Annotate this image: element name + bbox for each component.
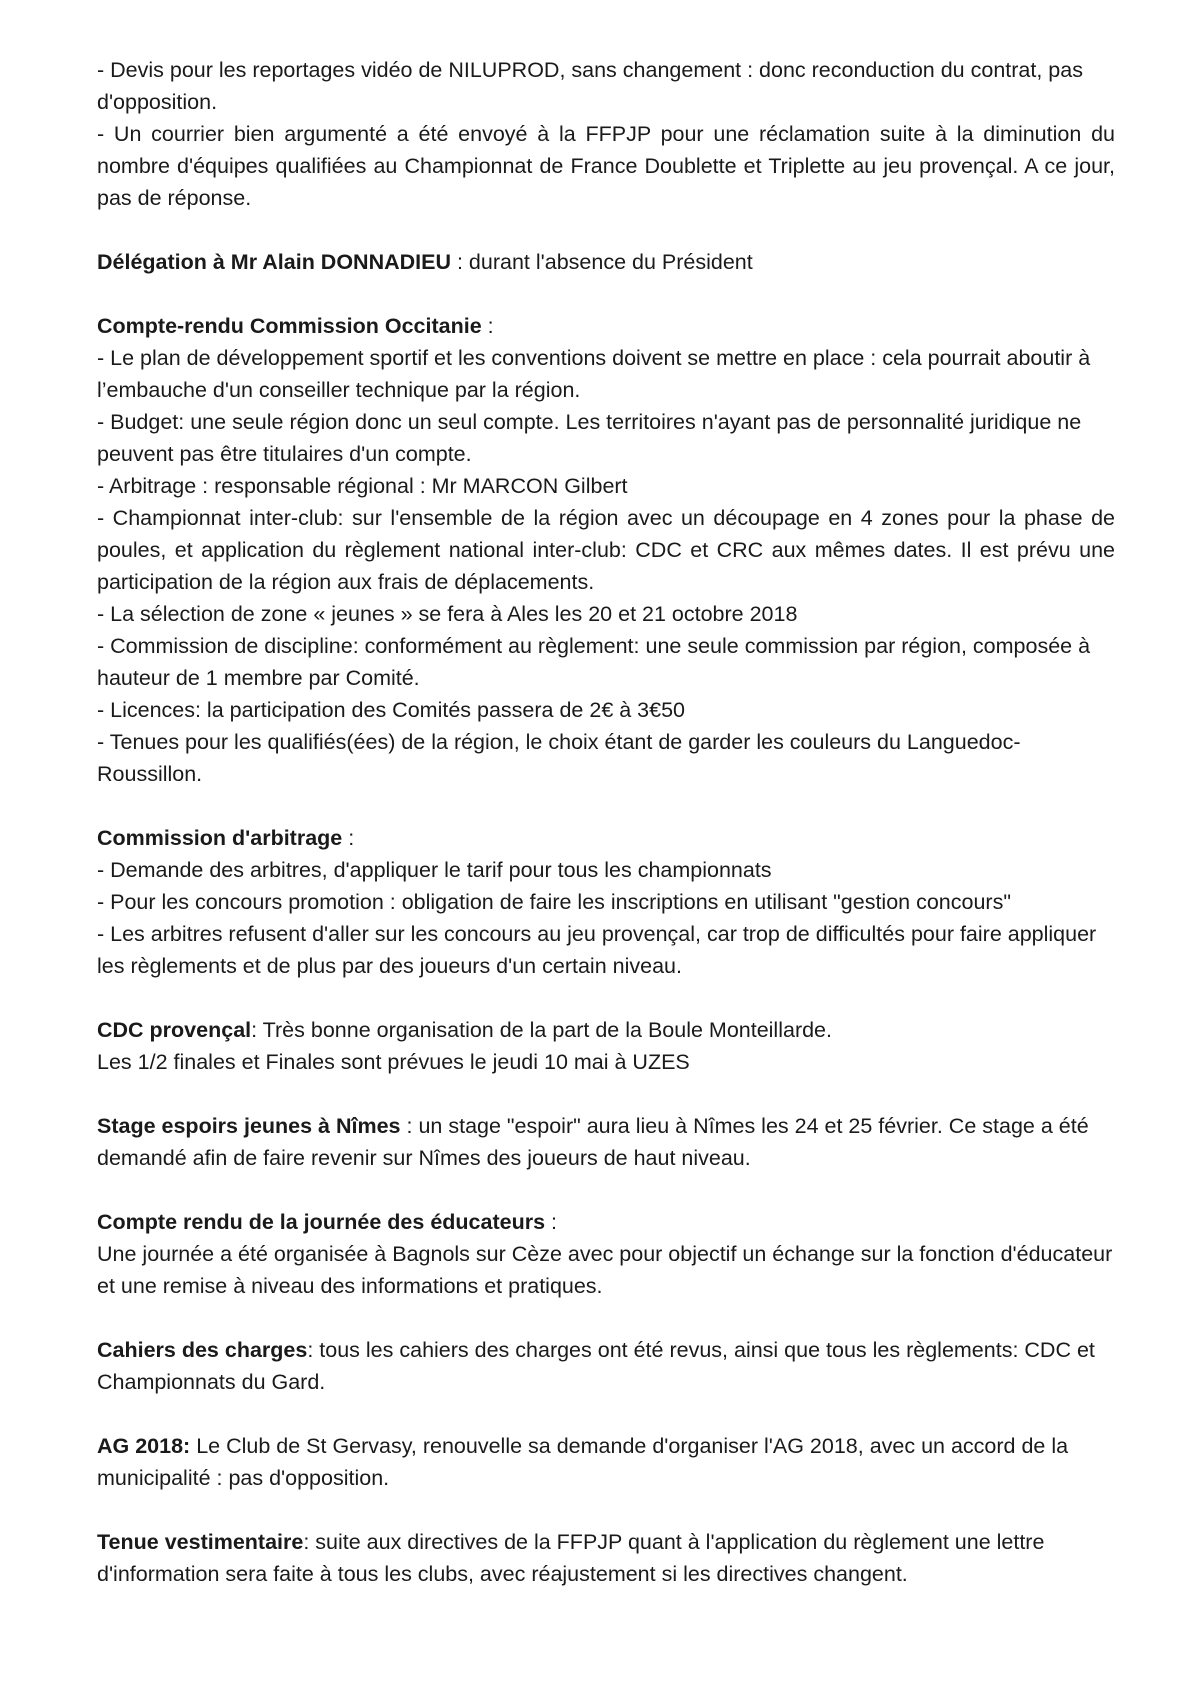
section-cdc-provencal xyxy=(97,1014,1115,1078)
list-item-budget: - Budget: une seule région donc un seul compte. Les territoires n'ayant pas de personnalité juridique ne peuvent pas être titulaires d'un compte. xyxy=(97,410,1082,466)
section-heading-suffix: : un stage "espoir" aura lieu à Nîmes les 24 et 25 février. Ce stage a été demandé afin de faire revenir sur Nîmes des joueurs de haut niveau. xyxy=(97,1114,1089,1170)
heading-line xyxy=(97,310,1115,342)
section-heading: Commission d'arbitrage xyxy=(97,826,343,850)
paragraph-niluprod: - Devis pour les reportages vidéo de NILUPROD, sans changement : donc reconduction du contrat, pas d'opposition. xyxy=(97,58,1083,114)
list-item-selection-jeunes: - La sélection de zone « jeunes » se fera à Ales les 20 et 21 octobre 2018 xyxy=(97,602,798,626)
section-devis xyxy=(97,54,1115,214)
list-item-licences: - Licences: la participation des Comités passera de 2€ à 3€50 xyxy=(97,698,686,722)
delegation-line xyxy=(97,246,1115,278)
list-item-concours-promotion: - Pour les concours promotion : obligation de faire les inscriptions en utilisant "gestion concours" xyxy=(97,890,1011,914)
paragraph-journee: Une journée a été organisée à Bagnols sur Cèze avec pour objectif un échange sur la fonction d'éducateur et une remise à niveau des informations et pratiques. xyxy=(97,1242,1113,1298)
section-heading-suffix: : tous les cahiers des charges ont été revus, ainsi que tous les règlements: CDC et Championnats du Gard. xyxy=(97,1338,1095,1394)
heading-line xyxy=(97,1526,1115,1590)
section-cahiers-charges xyxy=(97,1334,1115,1398)
section-heading: Tenue vestimentaire xyxy=(97,1530,304,1554)
list-item-championnat-inter-club: - Championnat inter-club: sur l'ensemble de la région avec un découpage en 4 zones pour la phase de poules, et application du règlement national inter-club: CDC et CRC aux mêmes dates. Il est prévu une participation de la région aux frais de déplacements. xyxy=(97,506,1115,594)
list-item-plan-developpement: - Le plan de développement sportif et les conventions doivent se mettre en place : cela pourrait aboutir à l’embauche d'un conseiller technique par la région. xyxy=(97,346,1091,402)
section-heading-suffix: Le Club de St Gervasy, renouvelle sa demande d'organiser l'AG 2018, avec un accord de la municipalité : pas d'opposition. xyxy=(97,1434,1069,1490)
heading-line xyxy=(97,1206,1115,1238)
paragraph-courrier-ffpjp: - Un courrier bien argumenté a été envoyé à la FFPJP pour une réclamation suite à la diminution du nombre d'équipes qualifiées au Championnat de France Doublette et Triplette au jeu provençal. A ce jour, pas de réponse. xyxy=(97,122,1115,210)
heading-line xyxy=(97,822,1115,854)
section-heading-suffix: : xyxy=(481,314,494,338)
section-journee-educateurs xyxy=(97,1206,1115,1302)
section-heading: Cahiers des charges xyxy=(97,1338,308,1362)
section-heading-suffix: : suite aux directives de la FFPJP quant à l'application du règlement une lettre d'information sera faite à tous les clubs, avec réajustement si les directives changent. xyxy=(97,1530,1045,1586)
section-heading: Compte-rendu Commission Occitanie xyxy=(97,314,482,338)
section-delegation xyxy=(97,246,1115,278)
list-item-commission-discipline: - Commission de discipline: conformément au règlement: une seule commission par région, composée à hauteur de 1 membre par Comité. xyxy=(97,634,1091,690)
section-heading: Stage espoirs jeunes à Nîmes xyxy=(97,1114,401,1138)
document-page xyxy=(97,54,1115,1590)
section-heading-suffix: : durant l'absence du Président xyxy=(451,250,753,274)
list-item-arbitres-refusent: - Les arbitres refusent d'aller sur les concours au jeu provençal, car trop de difficultés pour faire appliquer les règlements et de plus par des joueurs d'un certain niveau. xyxy=(97,922,1097,978)
list-item-demande-arbitres: - Demande des arbitres, d'appliquer le tarif pour tous les championnats xyxy=(97,858,772,882)
section-heading: CDC provençal xyxy=(97,1018,252,1042)
heading-line xyxy=(97,1014,1115,1046)
section-tenue-vestimentaire xyxy=(97,1526,1115,1590)
section-commission-arbitrage xyxy=(97,822,1115,982)
section-heading-suffix: : xyxy=(545,1210,557,1234)
section-heading: Compte rendu de la journée des éducateurs xyxy=(97,1210,546,1234)
paragraph-finales: Les 1/2 finales et Finales sont prévues le jeudi 10 mai à UZES xyxy=(97,1050,690,1074)
section-heading-suffix: : xyxy=(342,826,355,850)
heading-line xyxy=(97,1110,1115,1174)
section-heading-suffix: : Très bonne organisation de la part de la Boule Monteillarde. xyxy=(251,1018,832,1042)
heading-line xyxy=(97,1334,1115,1398)
list-item-arbitrage: - Arbitrage : responsable régional : Mr MARCON Gilbert xyxy=(97,474,628,498)
section-stage-espoirs xyxy=(97,1110,1115,1174)
list-item-tenues: - Tenues pour les qualifiés(ées) de la région, le choix étant de garder les couleurs du Languedoc-Roussillon. xyxy=(97,730,1021,786)
section-heading: AG 2018: xyxy=(97,1434,191,1458)
heading-line xyxy=(97,1430,1115,1494)
section-heading: Délégation à Mr Alain DONNADIEU xyxy=(97,250,451,274)
section-ag-2018 xyxy=(97,1430,1115,1494)
section-commission-occitanie xyxy=(97,310,1115,790)
